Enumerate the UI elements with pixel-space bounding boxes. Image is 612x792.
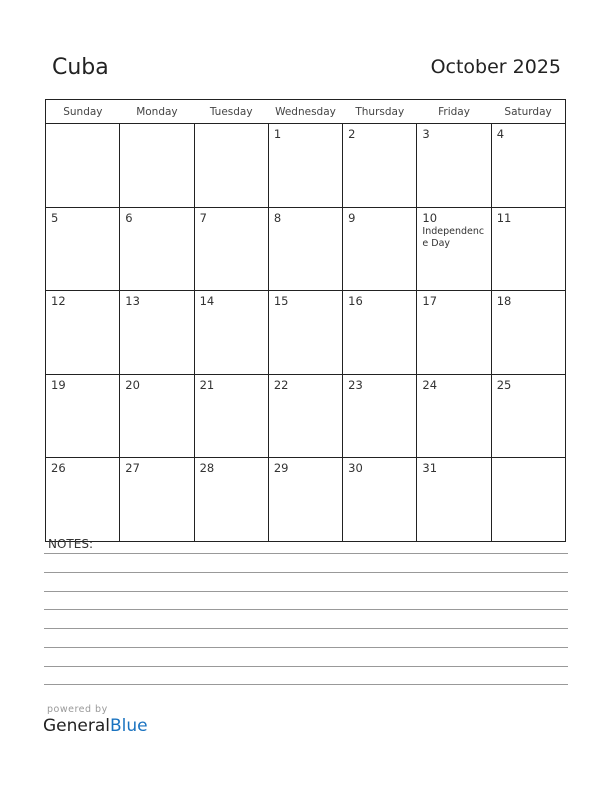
day-number: 15 [273,294,289,308]
weekday-header-row [46,100,566,124]
empty-cell [46,124,120,208]
day-cell [194,374,268,458]
day-cell [120,207,194,291]
day-number: 22 [273,377,289,392]
country-title: Cuba [52,55,109,80]
day-number: 7 [199,210,207,225]
day-number: 11 [496,210,512,225]
week-row [46,207,566,291]
day-cell [417,458,491,542]
week-row [46,291,566,375]
day-number: 2 [348,127,356,141]
day-cell [46,291,120,375]
day-cell [417,291,491,375]
day-cell [343,458,417,542]
notes-line [44,628,568,629]
week-row [46,458,566,542]
day-cell [120,374,194,458]
day-number: 4 [496,127,505,141]
day-cell [194,291,268,375]
day-number: 6 [125,210,133,225]
day-cell [343,291,417,375]
day-cell [268,291,342,375]
brand-general: General [43,716,110,736]
day-cell [343,124,417,208]
day-number: 30 [348,461,363,475]
notes-line [44,647,568,648]
calendar-grid [45,99,566,542]
weekday-tuesday: Tuesday [194,100,268,124]
day-number: 9 [348,210,356,225]
day-cell [417,374,491,458]
week-row [46,124,566,208]
holiday-label: Independence Day [422,225,485,249]
day-number: 5 [51,210,59,225]
day-number: 19 [51,377,66,392]
notes-line [44,684,568,685]
day-number: 27 [125,461,140,475]
weekday-thursday: Thursday [343,100,417,124]
day-cell [417,207,491,291]
notes-line [44,591,568,592]
day-number: 16 [348,294,363,308]
day-number: 25 [496,377,512,392]
day-number: 21 [199,377,215,392]
empty-cell [194,124,268,208]
day-number: 17 [422,294,438,308]
day-cell [46,207,120,291]
day-number: 3 [422,127,430,141]
day-cell [194,207,268,291]
weekday-monday: Monday [120,100,194,124]
weekday-friday: Friday [417,100,491,124]
day-cell [46,458,120,542]
empty-cell [120,124,194,208]
day-number: 10 [422,210,438,225]
day-number: 13 [125,294,140,308]
day-cell [268,124,342,208]
generalblue-logo [43,716,148,736]
day-number: 8 [273,210,282,225]
day-cell [343,207,417,291]
day-number: 12 [51,294,66,308]
day-number: 20 [125,377,140,392]
day-number: 24 [422,377,438,392]
notes-line [44,666,568,667]
day-number: 23 [348,377,363,392]
day-cell [194,458,268,542]
day-cell [120,291,194,375]
day-cell [491,207,565,291]
month-title: October 2025 [430,56,561,78]
empty-cell [491,458,565,542]
day-cell [417,124,491,208]
notes-line [44,553,568,554]
day-number: 28 [199,461,215,475]
day-cell [268,207,342,291]
day-number: 26 [51,461,66,475]
notes-label: NOTES: [48,537,93,551]
day-cell [491,291,565,375]
notes-line [44,609,568,610]
day-cell [491,374,565,458]
day-cell [268,374,342,458]
weekday-saturday: Saturday [491,100,565,124]
day-cell [343,374,417,458]
day-cell [268,458,342,542]
brand-blue: Blue [110,716,148,736]
day-cell [46,374,120,458]
day-number: 18 [496,294,512,308]
day-number: 29 [273,461,289,475]
weekday-sunday: Sunday [46,100,120,124]
day-cell [491,124,565,208]
day-cell [120,458,194,542]
week-row [46,374,566,458]
day-number: 1 [273,127,282,141]
weekday-wednesday: Wednesday [268,100,342,124]
day-number: 31 [422,461,438,475]
day-number: 14 [199,294,215,308]
notes-line [44,572,568,573]
powered-by-text: powered by [47,704,108,715]
